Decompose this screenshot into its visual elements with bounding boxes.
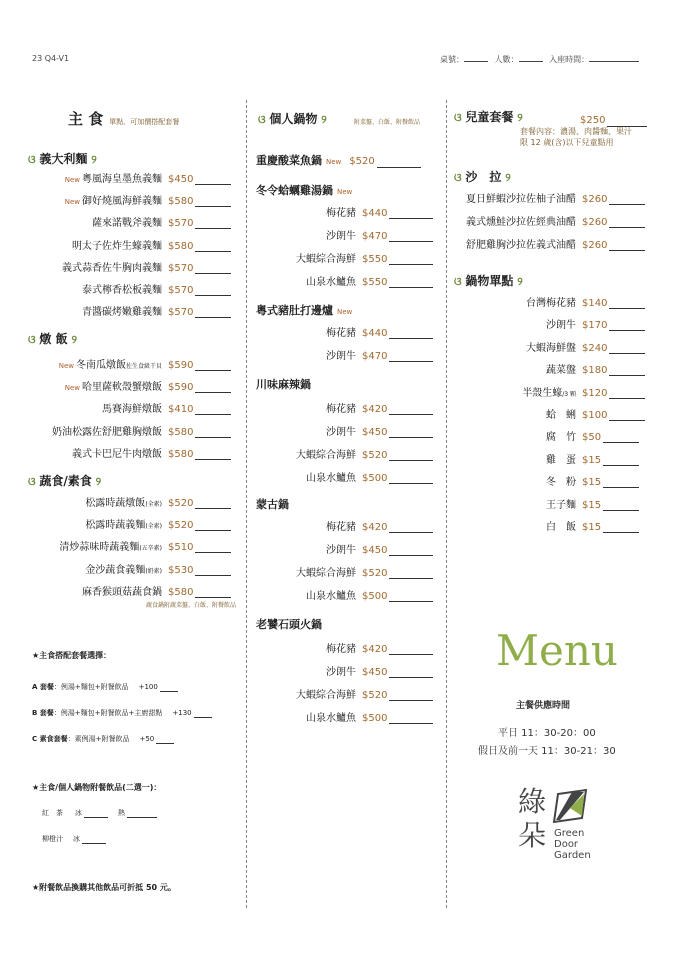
price-line (195, 508, 231, 509)
kids-price: $250 (580, 108, 647, 127)
set-blank (194, 717, 212, 718)
section-hotpot: ଓ 個人鍋物 ୨ (258, 112, 327, 126)
price-line (609, 375, 645, 376)
item-name: 山泉水鱸魚 (306, 277, 356, 288)
item-price: $590 (168, 360, 194, 371)
item-price: $140 (582, 298, 608, 309)
item-name: 王子麵 (546, 499, 576, 511)
price-line (389, 437, 433, 438)
item-suffix: (五辛素) (139, 545, 162, 553)
leaf-icon (552, 788, 590, 824)
hotpot-title: 冬令蛤蠣雞湯鍋 New (256, 184, 353, 197)
section-salad: ଓ 沙 拉 ୨ (454, 170, 511, 184)
item-price: $450 (168, 174, 194, 185)
menu-item (12, 561, 231, 576)
item-name: 奶油松露佐舒肥雞胸燉飯 (52, 426, 162, 438)
price-line (195, 392, 231, 393)
new-badge: New (337, 188, 353, 196)
price-line (609, 308, 645, 309)
item-price: $260 (582, 217, 608, 228)
drink-black-tea: 紅 茶 冰 熱 (42, 808, 157, 818)
menu-item (452, 236, 645, 251)
section-risotto: ଓ 燉 飯 ୨ (28, 332, 77, 346)
item-price: $440 (362, 208, 388, 219)
section-sides: ଓ 鍋物單點 ୨ (454, 274, 523, 288)
menu-item (476, 316, 645, 331)
item-price: $580 (168, 448, 194, 460)
item-name: 半殼生蠔 (522, 387, 563, 399)
item-name: 冬 粉 (546, 477, 576, 489)
menu-item (266, 423, 433, 438)
item-name: 義式燻鮭沙拉佐經典油醋 (466, 217, 576, 228)
logo-text: Green Door Garden (554, 828, 591, 861)
kids-desc: 套餐內容：濃湯、肉醬麵、果汁 (520, 127, 632, 136)
menu-item (266, 204, 433, 219)
hotpot-subtitle: 附菜盤、白飯、附餐飲品 (354, 119, 421, 126)
menu-item (476, 406, 645, 421)
hotpot-title: 川味麻辣鍋 (256, 378, 311, 391)
item-name: 青醬碳烤嫩雞義麵 (82, 307, 162, 319)
menu-item (12, 400, 231, 415)
item-name: 蔬菜盤 (546, 365, 576, 377)
menu-item (12, 423, 231, 438)
menu-item (266, 541, 433, 556)
item-name: 大蝦海鮮盤 (526, 342, 576, 354)
item-suffix: (奶素) (145, 567, 162, 575)
ornament-icon: ୨ (317, 113, 327, 126)
item-price: $520 (168, 498, 194, 509)
item-name: 御好燒風海鮮義麵 (82, 196, 162, 208)
column-divider-right (446, 100, 447, 908)
menu-item (266, 469, 433, 484)
item-price: $420 (362, 644, 388, 655)
price-line (195, 317, 231, 318)
weekday-hours: 平日 11：30-20：00 (498, 728, 596, 739)
people-label: 人數： (494, 55, 519, 64)
item-price: $240 (582, 342, 608, 354)
menu-item (12, 494, 231, 509)
item-name: 舒肥雞胸沙拉佐義式油醋 (466, 240, 576, 251)
price-line (389, 555, 433, 556)
item-name: 夏日鮮蝦沙拉佐柚子油醋 (466, 194, 576, 205)
item-price: $520 (362, 690, 388, 701)
item-name: 山泉水鱸魚 (306, 591, 356, 602)
item-name: 山泉水鱸魚 (306, 473, 356, 484)
item-name: 沙朗牛 (326, 231, 356, 242)
item-price: $520 (362, 568, 388, 579)
price-line (195, 530, 231, 531)
item-name: 沙朗牛 (326, 545, 356, 556)
item-price: $500 (362, 473, 388, 484)
veg-note: 蔬食鍋附蔬菜盤、白飯、附餐飲品 (146, 602, 237, 609)
menu-item (266, 518, 433, 533)
price-line (389, 218, 433, 219)
item-name: 松露時蔬義麵 (85, 520, 146, 532)
item-suffix: (全素) (145, 523, 162, 531)
item-price: $500 (362, 591, 388, 602)
item-price: $420 (362, 522, 388, 533)
item-name: 梅花豬 (326, 404, 356, 415)
price-line (389, 532, 433, 533)
price-line (389, 483, 433, 484)
item-price: $15 (582, 522, 602, 533)
hotpot-title: 重慶酸菜魚鍋 New $520 (256, 152, 421, 168)
item-price: $420 (362, 404, 388, 415)
ornament-icon: ୨ (87, 153, 97, 166)
price-line (603, 487, 639, 488)
menu-item (476, 428, 639, 443)
price-line (195, 552, 231, 553)
item-name: 冬南瓜燉飯 (75, 360, 126, 371)
logo-char-1: 綠 (518, 785, 547, 818)
column-divider-left (246, 100, 247, 908)
hotpot-title: 粵式豬肚打邊爐 New (256, 304, 353, 317)
item-price: $50 (582, 432, 602, 444)
price-line (609, 204, 645, 205)
ornament-icon: ୨ (501, 171, 511, 184)
item-price: $580 (168, 196, 194, 208)
item-name: 沙朗牛 (546, 320, 576, 332)
item-name: 金沙蔬食義麵 (85, 564, 146, 576)
item-price: $120 (582, 387, 608, 399)
item-name: 沙朗牛 (326, 351, 356, 362)
item-price: $470 (362, 231, 388, 242)
main-title: 主 食 單點、可加價搭配套餐 (68, 110, 180, 128)
item-price: $500 (362, 713, 388, 724)
menu-item (12, 303, 231, 318)
price-line (609, 398, 645, 399)
drink-orange: 柳橙汁 冰 (42, 834, 106, 844)
item-price: $170 (582, 320, 608, 332)
menu-item (266, 686, 433, 701)
price-line (603, 510, 639, 511)
menu-item (266, 324, 433, 339)
hours-title: 主餐供應時間 (516, 701, 571, 711)
menu-wordmark: Menu (496, 626, 618, 675)
menu-item (476, 496, 639, 511)
menu-item (12, 538, 231, 553)
table-info (440, 54, 639, 65)
menu-item (12, 259, 231, 274)
item-price: $15 (582, 499, 602, 511)
price-line (389, 723, 433, 724)
menu-item (266, 250, 433, 265)
ornament-icon: ଓ (454, 111, 466, 124)
price-line (389, 460, 433, 461)
new-badge: New (64, 198, 80, 207)
item-name: 沙朗牛 (326, 667, 356, 678)
menu-item (266, 227, 433, 242)
item-name: 義式蒜香佐牛胸肉義麵 (62, 262, 162, 274)
new-badge: New (64, 176, 80, 184)
item-price: $260 (582, 194, 608, 205)
price-line (195, 273, 231, 274)
item-price: $550 (362, 277, 388, 288)
item-name: 白 飯 (546, 522, 576, 533)
drinks-title: ★主食/個人鍋物附餐飲品(二選一)： (32, 783, 162, 792)
menu-item (266, 640, 433, 655)
item-name: 梅花豬 (326, 522, 356, 533)
price-line (389, 361, 433, 362)
menu-item (476, 473, 639, 488)
menu-item (12, 583, 231, 598)
menu-item (452, 190, 645, 205)
holiday-hours: 假日及前一天 11：30-21：30 (478, 746, 616, 757)
menu-item (476, 384, 645, 399)
ornament-icon: ଓ (28, 475, 40, 488)
item-name: 蛤 蜊 (546, 410, 576, 421)
drink-upgrade-note: ★附餐飲品換購其他飲品可折抵 50 元。 (32, 883, 176, 892)
ornament-icon: ଓ (28, 153, 40, 166)
item-name: 麻香猴頭菇蔬食鍋 (82, 586, 162, 598)
item-price: $440 (362, 328, 388, 339)
price-line (195, 437, 231, 438)
item-name: 大蝦綜合海鮮 (296, 450, 356, 461)
menu-item (476, 339, 645, 354)
ornament-icon: ଓ (454, 171, 466, 184)
new-badge: New (337, 308, 353, 316)
item-price: $450 (362, 545, 388, 556)
price-line (195, 206, 231, 207)
menu-item (266, 400, 433, 415)
item-suffix: /3 顆 (562, 390, 576, 398)
item-price: $180 (582, 365, 608, 377)
item-price: $100 (582, 410, 608, 421)
section-vegetarian: ଓ 蔬食/素食 ୨ (28, 474, 102, 488)
price-line (609, 420, 645, 421)
price-line (603, 465, 639, 466)
item-price: $450 (362, 427, 388, 438)
menu-item (12, 237, 231, 252)
price-line (389, 654, 433, 655)
ornament-icon: ୨ (513, 111, 523, 124)
set-blank (156, 743, 174, 744)
item-name: 沙朗牛 (326, 427, 356, 438)
item-name: 梅花豬 (326, 644, 356, 655)
hotpot-title: 老饕石頭火鍋 (256, 618, 322, 631)
price-line (603, 532, 639, 533)
item-name: 哈里薩軟殼蟹燉飯 (82, 382, 162, 394)
price-line (389, 241, 433, 242)
menu-item (452, 213, 645, 228)
item-price: $510 (168, 542, 194, 554)
item-name: 梅花豬 (326, 208, 356, 219)
item-name: 腐 竹 (546, 432, 576, 444)
menu-item (12, 516, 231, 531)
price-line (195, 228, 231, 229)
logo-char-2: 朵 (518, 819, 547, 852)
item-price: $530 (168, 564, 194, 576)
new-badge: New (58, 362, 74, 370)
menu-item (476, 294, 645, 309)
item-name: 明太子佐炸生蠔義麵 (72, 240, 162, 252)
menu-item (12, 378, 231, 393)
time-label: 入座時間： (549, 55, 590, 64)
item-price: $580 (168, 240, 194, 252)
price-line (603, 442, 639, 443)
main-subtitle: 單點、可加價搭配套餐 (109, 118, 180, 126)
kids-limit: 限 12 歲(含)以下兒童點用 (520, 138, 614, 147)
ornament-icon: ୨ (67, 333, 77, 346)
price-line (609, 353, 645, 354)
menu-item (476, 361, 645, 376)
item-name: 大蝦綜合海鮮 (296, 690, 356, 701)
price-line (195, 295, 231, 296)
new-badge: New (64, 384, 80, 393)
price-line (389, 578, 433, 579)
ornament-icon: ୨ (91, 475, 102, 488)
item-price: $570 (168, 285, 194, 296)
item-suffix: (全素) (145, 501, 162, 508)
menu-item (266, 446, 433, 461)
new-badge: New (326, 158, 342, 166)
item-price: $580 (168, 426, 194, 438)
item-price: $570 (168, 218, 194, 230)
item-price: $570 (168, 307, 194, 319)
item-name: 馬賽海鮮燉飯 (102, 404, 162, 416)
item-name: 雞 蛋 (546, 454, 576, 466)
item-name: 松露時蔬燉飯 (85, 498, 146, 509)
set-option: A 套餐：例湯+麵包+附餐飲品 +100 (32, 682, 178, 692)
menu-item (266, 663, 433, 678)
price-line (389, 414, 433, 415)
menu-item (12, 281, 231, 296)
item-price: $450 (362, 667, 388, 678)
price-line (609, 330, 645, 331)
price-line (389, 700, 433, 701)
item-price: $520 (362, 450, 388, 461)
price-line (195, 414, 231, 415)
price-line (195, 459, 231, 460)
item-price: $520 (349, 156, 375, 167)
version-label: 23 Q4-V1 (32, 54, 70, 63)
ornament-icon: ଓ (454, 275, 466, 288)
set-options-title: ★主食搭配套餐選擇： (32, 651, 112, 660)
item-name: 梅花豬 (326, 328, 356, 339)
ornament-icon: ଓ (258, 113, 270, 126)
price-line (195, 597, 231, 598)
item-price: $15 (582, 454, 602, 466)
item-name: 清炒蒜味時蔬義麵 (59, 542, 140, 554)
table-label: 桌號： (440, 55, 464, 64)
item-price: $15 (582, 477, 602, 489)
price-line (195, 370, 231, 371)
menu-item (476, 518, 639, 533)
item-name: 泰式檸香松板義麵 (82, 285, 162, 296)
item-name: 義式卡巴尼牛肉燉飯 (72, 448, 162, 460)
set-option: B 套餐：例湯+麵包+附餐飲品+主廚甜點 +130 (32, 708, 212, 718)
menu-item (12, 445, 231, 460)
set-option: C 素食套餐：素例湯+附餐飲品 +50 (32, 734, 174, 744)
item-price: $550 (362, 254, 388, 265)
menu-item (12, 356, 231, 371)
price-line (609, 227, 645, 228)
menu-item (266, 273, 433, 288)
item-price: $590 (168, 382, 194, 394)
price-line (195, 575, 231, 576)
set-blank (160, 691, 178, 692)
item-name: 大蝦綜合海鮮 (296, 254, 356, 265)
menu-item (266, 564, 433, 579)
item-suffix: 佐生食級干貝 (125, 363, 162, 370)
item-price: $520 (168, 520, 194, 532)
section-italian: ଓ 義大利麵 ୨ (28, 152, 97, 166)
menu-item (12, 170, 231, 185)
item-name: 粵風海皇墨魚義麵 (82, 174, 162, 185)
item-price: $470 (362, 351, 388, 362)
price-line (195, 184, 231, 185)
price-line (389, 264, 433, 265)
menu-item (266, 587, 433, 602)
item-name: 薩來諾戰斧義麵 (92, 218, 162, 230)
item-name: 大蝦綜合海鮮 (296, 568, 356, 579)
price-line (389, 338, 433, 339)
menu-item (266, 709, 433, 724)
item-price: $410 (168, 404, 194, 416)
price-line (389, 287, 433, 288)
item-price: $580 (168, 586, 194, 598)
section-kids: ଓ 兒童套餐 ୨ (454, 110, 523, 124)
ornament-icon: ଓ (28, 333, 40, 346)
hotpot-title: 蒙古鍋 (256, 498, 289, 511)
menu-item (476, 451, 639, 466)
ornament-icon: ୨ (513, 275, 523, 288)
menu-item (266, 347, 433, 362)
menu-item (12, 192, 231, 207)
item-price: $570 (168, 262, 194, 274)
menu-item (12, 214, 231, 229)
item-name: 山泉水鱸魚 (306, 713, 356, 724)
item-name: 台灣梅花豬 (526, 298, 576, 309)
item-price: $260 (582, 240, 608, 251)
price-line (389, 677, 433, 678)
price-line (389, 601, 433, 602)
price-line (609, 250, 645, 251)
price-line (195, 251, 231, 252)
